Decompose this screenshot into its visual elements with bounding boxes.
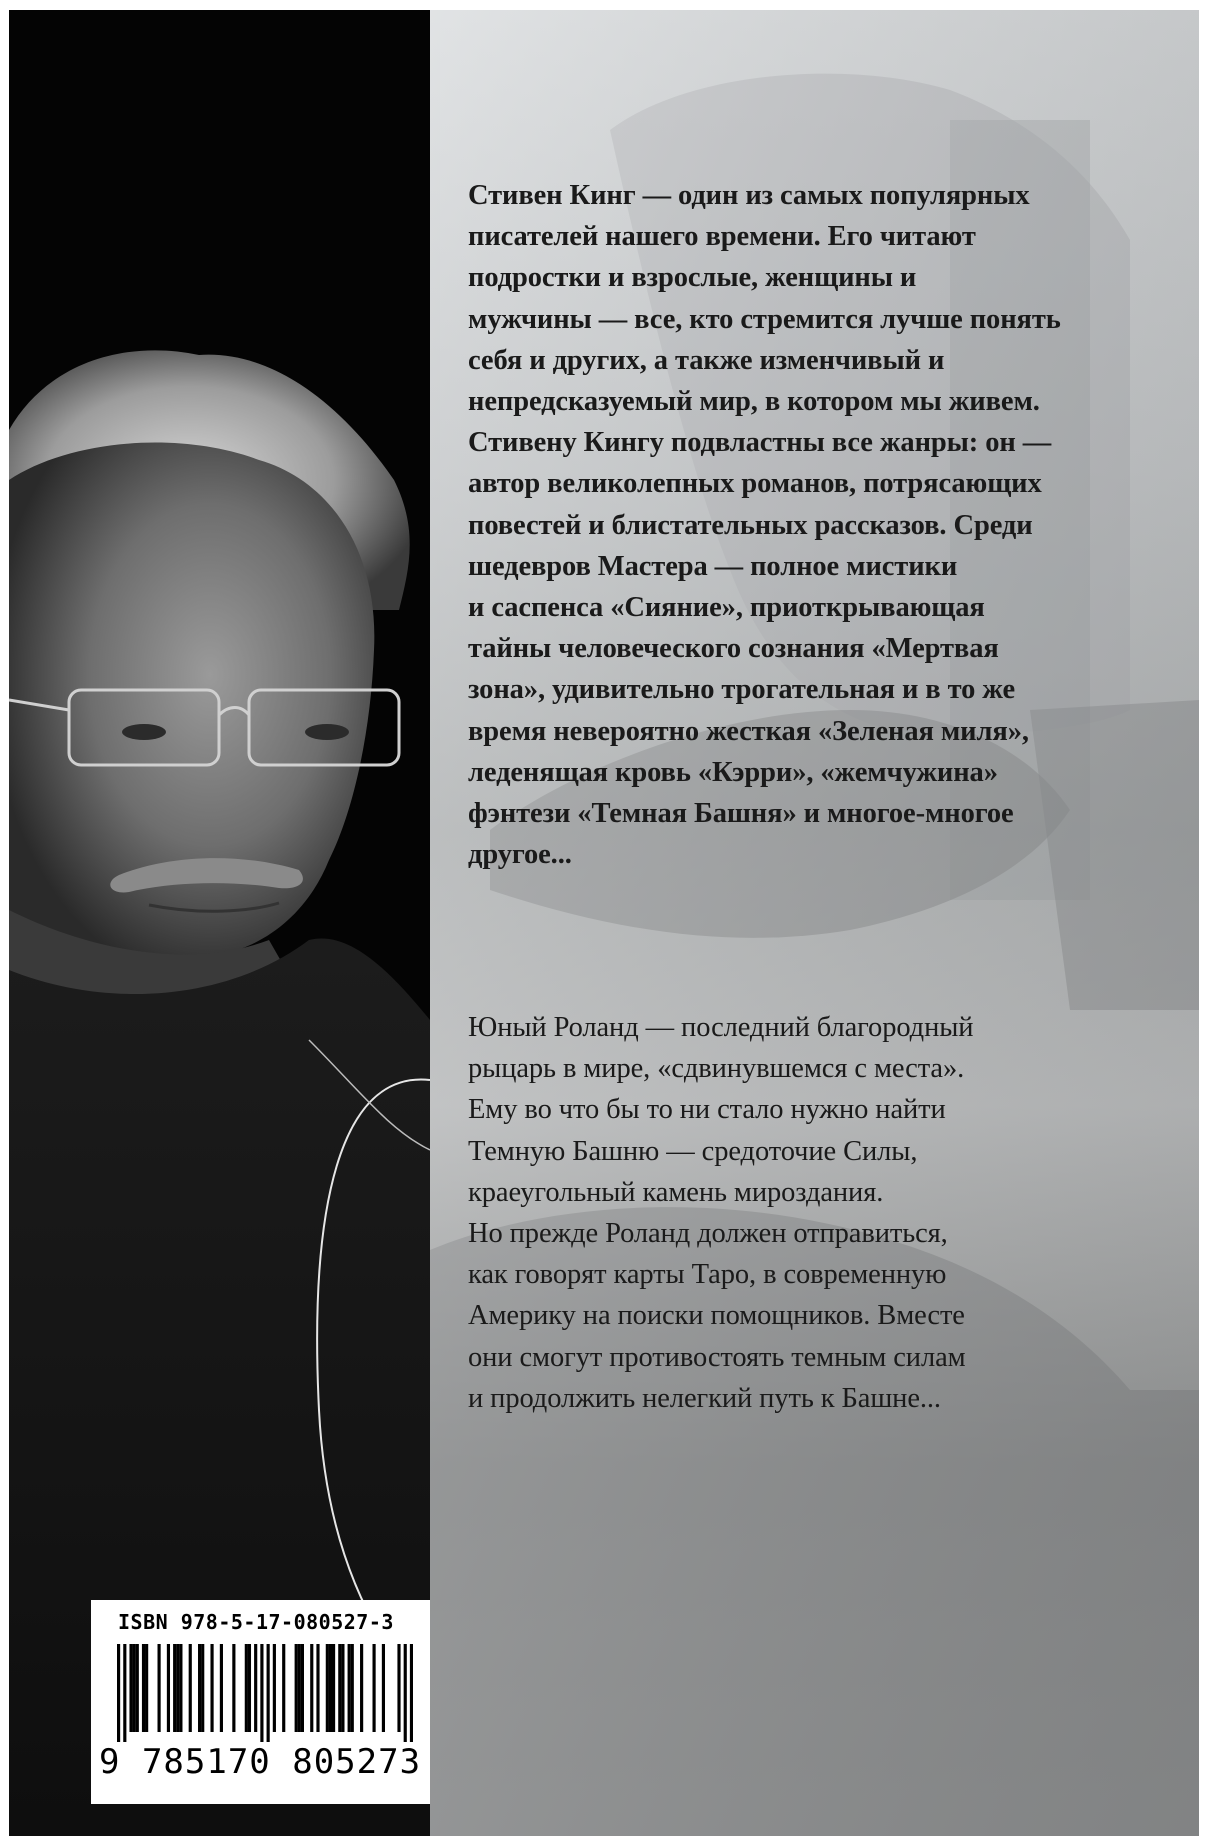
barcode-bar (301, 1644, 304, 1732)
barcode-number: 9 785170 805273 (99, 1742, 422, 1782)
author-description-line: писателей нашего времени. Его читают (468, 221, 976, 253)
barcode-bar (129, 1644, 132, 1732)
barcode-bar (372, 1644, 375, 1732)
author-description (468, 175, 1188, 875)
author-description-line: фэнтези «Темная Башня» и многое-многое (468, 798, 1014, 830)
barcode-bar (220, 1644, 223, 1732)
barcode-bar (158, 1644, 161, 1732)
barcode-bar (201, 1644, 204, 1732)
author-description-line: шедевров Мастера — полное мистики (468, 550, 958, 582)
author-description-line: непредсказуемый мир, в котором мы живем. (468, 386, 1040, 418)
isbn-label: ISBN 978-5-17-080527-3 (118, 1610, 394, 1634)
barcode-bar (341, 1644, 344, 1732)
barcode-bar (176, 1644, 179, 1732)
plot-description-line: краеугольный камень мироздания. (468, 1176, 884, 1208)
author-photo-panel (9, 10, 430, 1836)
author-description-line: подростки и взрослые, женщины и (468, 262, 917, 294)
barcode-bar (282, 1644, 285, 1732)
plot-description-line: рыцарь в мире, «сдвинувшемся с места». (468, 1053, 965, 1085)
barcode-bar (254, 1644, 257, 1732)
plot-description-line: Темную Башню — средоточие Силы, (468, 1135, 918, 1167)
barcode-bar (142, 1644, 145, 1732)
barcode-bar (210, 1644, 213, 1732)
plot-description-line: они смогут противостоять темным силам (468, 1341, 966, 1373)
barcode-bar (136, 1644, 139, 1732)
barcode-bar (232, 1644, 235, 1732)
book-back-cover (9, 10, 1199, 1836)
author-description-line: Стивену Кингу подвластны все жанры: он — (468, 427, 1052, 459)
barcode-bar (332, 1644, 335, 1732)
barcode-bar (133, 1644, 136, 1732)
barcode-bar (404, 1644, 407, 1742)
barcode-bar (173, 1644, 176, 1732)
barcode-bar (329, 1644, 332, 1732)
author-description-line: повестей и блистательных рассказов. Среди (468, 509, 1033, 541)
barcode-bar (179, 1644, 182, 1732)
barcode-bar (189, 1644, 192, 1732)
barcode-bar (316, 1644, 319, 1732)
plot-description-line: Америку на поиски помощников. Вместе (468, 1300, 965, 1332)
author-description-line: автор великолепных романов, потрясающих (468, 468, 1042, 500)
plot-description (468, 1007, 1188, 1419)
author-description-line: тайны человеческого сознания «Мертвая (468, 633, 999, 665)
author-description-line: себя и других, а также изменчивый и (468, 344, 945, 376)
barcode-bar (326, 1644, 329, 1732)
barcode-bar (410, 1644, 413, 1742)
plot-description-line: как говорят карты Таро, в современную (468, 1259, 947, 1291)
barcode-bar (310, 1644, 313, 1732)
barcode-bar (198, 1644, 201, 1732)
barcode-bar (298, 1644, 301, 1732)
barcode-bar (167, 1644, 170, 1732)
author-description-line: мужчины — все, кто стремится лучше понять (468, 303, 1061, 335)
barcode-bar (382, 1644, 385, 1732)
barcode-bar (260, 1644, 263, 1742)
barcode-bar (295, 1644, 298, 1732)
barcode-bar (348, 1644, 351, 1732)
barcode-bar (273, 1644, 276, 1732)
barcode-bar (351, 1644, 354, 1732)
barcode-bar (360, 1644, 363, 1732)
author-description-line: время невероятно жесткая «Зеленая миля», (468, 715, 1029, 747)
author-description-line: другое... (468, 839, 572, 871)
plot-description-line: Но прежде Роланд должен отправиться, (468, 1218, 948, 1250)
barcode-bar (248, 1644, 251, 1732)
barcode-block (91, 1600, 430, 1804)
barcode-bar (245, 1644, 248, 1732)
description-panel (430, 10, 1199, 1836)
author-description-line: и саспенса «Сияние», приоткрывающая (468, 592, 985, 624)
barcode-bar (338, 1644, 341, 1732)
barcode-bar (397, 1644, 400, 1732)
barcode-bar (145, 1644, 148, 1732)
author-portrait (9, 10, 430, 1836)
barcode-bar (123, 1644, 126, 1742)
plot-description-line: и продолжить нелегкий путь к Башне... (468, 1382, 941, 1414)
plot-description-line: Юный Роланд — последний благородный (468, 1012, 974, 1043)
author-description-line: Стивен Кинг — один из самых популярных (468, 180, 1030, 211)
barcode-bar (267, 1644, 270, 1742)
plot-description-line: Ему во что бы то ни стало нужно найти (468, 1094, 946, 1126)
author-description-line: зона», удивительно трогательная и в то же (468, 674, 1016, 706)
barcode-bars (117, 1644, 413, 1742)
barcode-bar (117, 1644, 120, 1742)
author-description-line: леденящая кровь «Кэрри», «жемчужина» (468, 756, 998, 788)
